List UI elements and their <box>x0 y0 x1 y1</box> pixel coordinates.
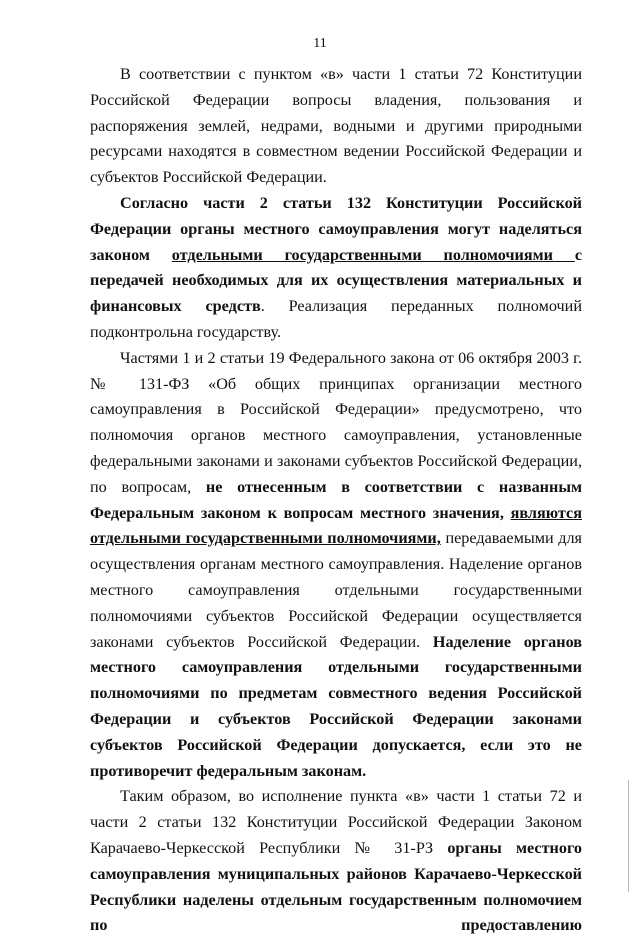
paragraph-conclusion <box>90 784 582 939</box>
paragraph-text: передаваемыми для осуществления органам местного самоуправления. Наделение органов местного самоуправления отдельными государственными полномочиями субъектов Российской Федерации осуществляется законами субъектов Российской Федерации. <box>90 529 582 651</box>
bold-text: органы местного самоуправления муниципальных районов Карачаево-Черкесской Республики наделены отдельным государственным полномочием по предоставлению <box>90 838 582 935</box>
paragraph-text: В соответствии с пунктом «в» части 1 статьи 72 Конституции Российской Федерации вопросы владения, пользования и распоряжения землей, недрами, водными и другими природными ресурсами находятся в совместном ведении Российской Федерации и субъектов Российской Федерации. <box>90 65 582 187</box>
paragraph-text: Частями 1 и 2 статьи 19 Федерального закона от 06 октября 2003 г. № 131-ФЗ «Об общих принципах организации местного самоуправления в Российской Федерации» предусмотрено, что полномочия органов местного самоуправления, установленные федеральными законами и законами субъектов Российской Федерации, по вопросам, <box>90 348 582 496</box>
paragraph-constitution-article-132 <box>90 191 582 346</box>
paragraph-text: . Реализация переданных полномочий подконтрольна государству. <box>90 297 582 341</box>
document-body <box>90 62 582 939</box>
scan-edge-line <box>628 780 629 892</box>
paragraph-constitution-article-72 <box>90 62 582 191</box>
paragraph-federal-law-131 <box>90 346 582 785</box>
bold-text: с передачей необходимых для их осуществления материальных и финансовых средств <box>90 245 582 316</box>
bold-underlined-text: являются отдельными государственными полномочиями, <box>90 503 582 548</box>
bold-text: не отнесенным в соответствии с названным Федеральным законом к вопросам местного значения, <box>90 477 582 522</box>
paragraph-text: Таким образом, во исполнение пункта «в» части 1 статьи 72 и части 2 статьи 132 Конституции Российской Федерации Законом Карачаево-Черкесской Республики № 31-РЗ <box>90 787 582 857</box>
page-number: 11 <box>313 36 327 51</box>
bold-text: Наделение органов местного самоуправления отдельными государственными полномочиями по предметам совместного ведения Российской Федерации и субъектов Российской Федерации законами субъектов Российской Федерации допускается, если это не противоречит федеральным законам. <box>90 632 582 780</box>
bold-text: Согласно части 2 статьи 132 Конституции Российской Федерации органы местного самоуправления могут наделяться законом <box>90 193 582 264</box>
bold-underlined-text: отдельными государственными полномочиями <box>171 245 575 264</box>
